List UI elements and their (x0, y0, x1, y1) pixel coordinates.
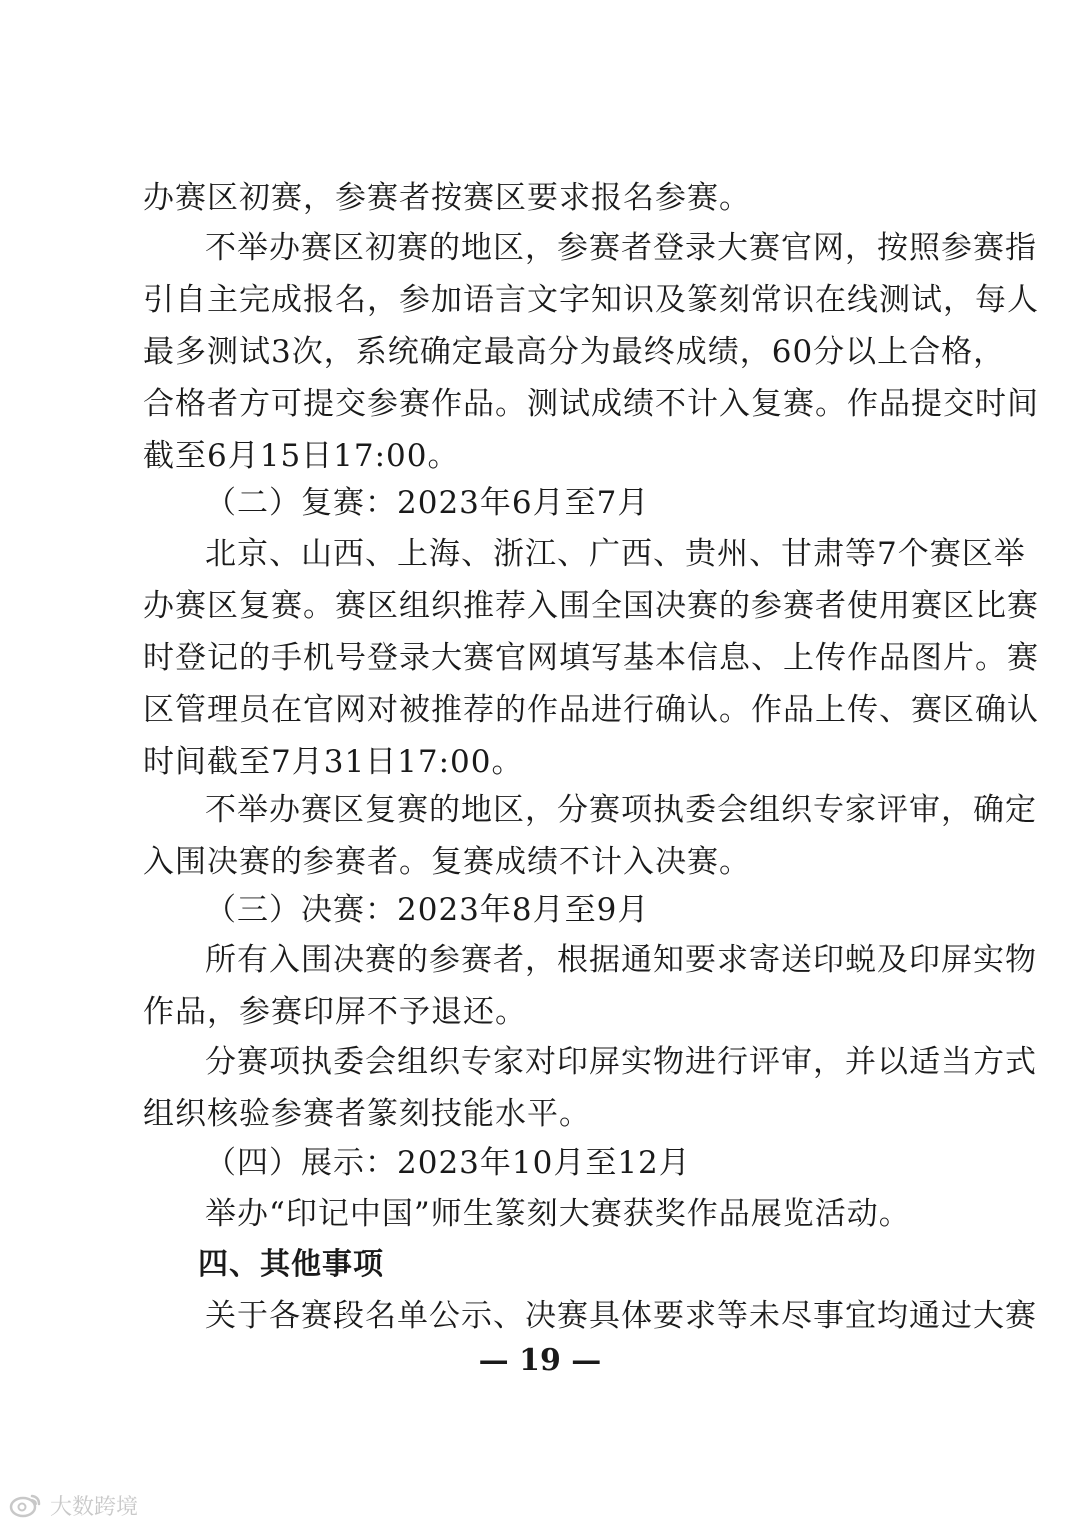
paragraph-line: 关于各赛段名单公示、决赛具体要求等未尽事宜均通过大赛 (205, 1298, 1037, 1334)
paragraph-line: 办赛区复赛。赛区组织推荐入围全国决赛的参赛者使用赛区比赛 (143, 588, 1039, 624)
paragraph-line: 截至6月15日17:00。 (143, 438, 460, 474)
paragraph-line: 办赛区初赛，参赛者按赛区要求报名参赛。 (143, 180, 751, 216)
paragraph-line: 北京、山西、上海、浙江、广西、贵州、甘肃等7个赛区举 (205, 536, 1026, 572)
page-number: — 19 — (478, 1343, 602, 1378)
paragraph-line: 作品，参赛印屏不予退还。 (143, 994, 527, 1030)
paragraph-line: 分赛项执委会组织专家对印屏实物进行评审，并以适当方式 (205, 1044, 1037, 1080)
paragraph-line: 最多测试3次，系统确定最高分为最终成绩，60分以上合格， (143, 334, 1006, 370)
weibo-style-logo-icon (8, 1492, 44, 1518)
paragraph-line: 区管理员在官网对被推荐的作品进行确认。作品上传、赛区确认 (143, 692, 1039, 728)
paragraph-line: 时登记的手机号登录大赛官网填写基本信息、上传作品图片。赛 (143, 640, 1039, 676)
paragraph-line: 举办“印记中国”师生篆刻大赛获奖作品展览活动。 (205, 1196, 911, 1232)
subsection-heading: （四）展示：2023年10月至12月 (205, 1145, 691, 1181)
paragraph-line: 引自主完成报名，参加语言文字知识及篆刻常识在线测试，每人 (143, 282, 1039, 318)
section-heading: 四、其他事项 (198, 1247, 384, 1282)
subsection-heading: （三）决赛：2023年8月至9月 (205, 892, 650, 928)
subsection-heading: （二）复赛：2023年6月至7月 (205, 485, 650, 521)
paragraph-line: 不举办赛区复赛的地区，分赛项执委会组织专家评审，确定 (205, 792, 1037, 828)
watermark-text: 大数跨境 (50, 1494, 139, 1520)
paragraph-line: 时间截至7月31日17:00。 (143, 744, 524, 780)
paragraph-line: 合格者方可提交参赛作品。测试成绩不计入复赛。作品提交时间 (143, 386, 1039, 422)
paragraph-line: 入围决赛的参赛者。复赛成绩不计入决赛。 (143, 844, 751, 880)
watermark (8, 1490, 138, 1520)
paragraph-line: 不举办赛区初赛的地区，参赛者登录大赛官网，按照参赛指 (205, 230, 1037, 266)
paragraph-line: 所有入围决赛的参赛者，根据通知要求寄送印蜕及印屏实物 (205, 942, 1037, 978)
paragraph-line: 组织核验参赛者篆刻技能水平。 (143, 1096, 591, 1132)
